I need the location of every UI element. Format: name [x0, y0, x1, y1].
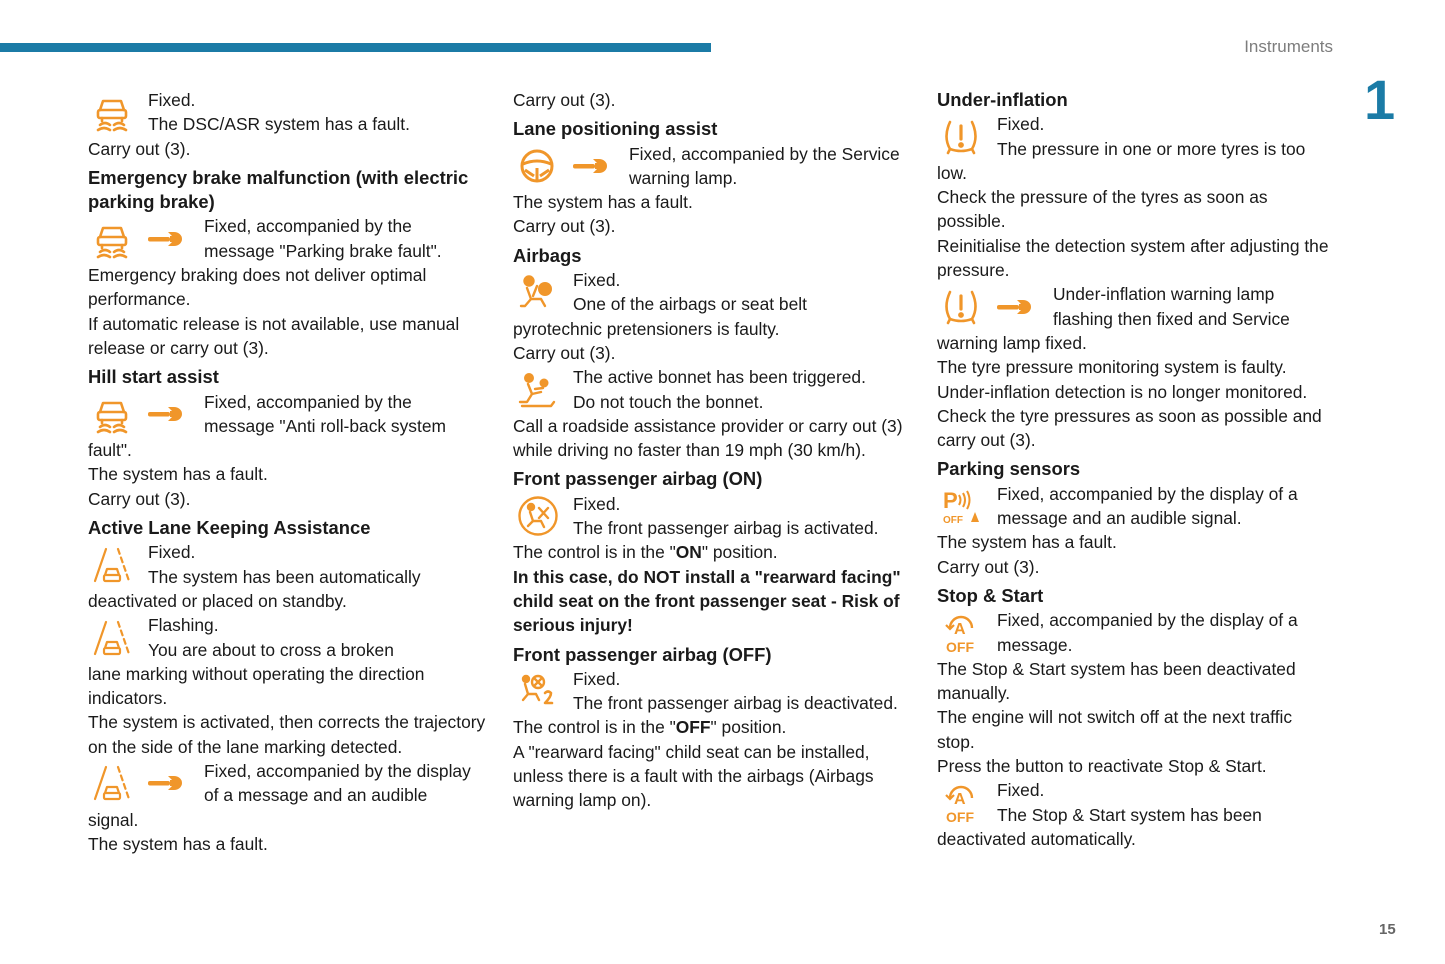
under-inflation-heading: Under-inflation: [937, 89, 1068, 110]
hill-heading: Hill start assist: [88, 366, 219, 388]
stop-start-icon-letter: A: [954, 790, 966, 808]
airbag-icon: [517, 272, 557, 312]
park-line-1: Fixed, accompanied by the display of a: [997, 483, 1298, 504]
ss-a-line-2: message.: [997, 634, 1073, 655]
lpa-after-2: Carry out (3).: [513, 216, 616, 237]
hill-line-1: Fixed, accompanied by the: [204, 391, 412, 412]
passenger-airbag-off-icon: [517, 671, 557, 711]
airbags-b-after: Call a roadside assistance provider or carry out (3) while driving no faster than 19 mph (30 km/h).: [513, 415, 903, 461]
fpa-off-control: [513, 715, 918, 739]
parking-icon-off: OFF: [943, 515, 963, 527]
ss-a-after-2: The engine will not switch off at the next traffic stop.: [937, 707, 1293, 752]
lka-a-line-1: Fixed.: [148, 542, 196, 563]
airbags-a-after-1: pyrotechnic pretensioners is faulty.: [513, 318, 780, 339]
under-b-after-2: The tyre pressure monitoring system is faulty.: [937, 357, 1287, 378]
carry-out-top: Carry out (3).: [513, 90, 616, 110]
ebrake-wrench-icon: [146, 229, 182, 249]
dsc-car-skid-icon: [92, 92, 132, 132]
lpa-after-1: The system has a fault.: [513, 192, 693, 213]
fpa-off-line-1: Fixed.: [573, 668, 621, 689]
airbags-fault-row: [513, 268, 918, 317]
chapter-number: 1: [1364, 68, 1396, 131]
lpa-line-2: warning lamp.: [629, 167, 738, 188]
lka-wrench-icon: [146, 773, 182, 793]
lane-keeping-icon: [92, 545, 132, 585]
lpa-heading: Lane positioning assist: [513, 118, 718, 140]
airbags-a-line-2: One of the airbags or seat belt: [573, 294, 807, 315]
ebrake-row: [88, 214, 488, 263]
bonnet-row: [513, 365, 918, 414]
ss-b-after: deactivated automatically.: [937, 828, 1136, 849]
column-right: [937, 88, 1332, 851]
dsc-after: Carry out (3).: [88, 138, 191, 159]
active-bonnet-icon: [517, 370, 557, 410]
ebrake-car-skid-icon: [92, 219, 132, 259]
under-a-line-1: Fixed.: [997, 114, 1045, 135]
lka-fixed-row: [88, 540, 488, 589]
fpa-on-control: [513, 540, 918, 564]
stop-start-icon-off: OFF: [946, 638, 974, 654]
park-after-1: The system has a fault.: [937, 532, 1117, 553]
fpa-off-control-post: " position.: [710, 717, 787, 738]
hill-after-1: fault".: [88, 440, 132, 461]
airbags-a-after-2: Carry out (3).: [513, 342, 616, 363]
lka-b-line-2: You are about to cross a broken: [148, 639, 394, 660]
under-wrench-icon: [995, 297, 1031, 317]
hill-wrench-icon: [146, 404, 182, 424]
fpa-off-control-word: OFF: [675, 717, 711, 738]
ss-a-line-1: Fixed, accompanied by the display of a: [997, 610, 1298, 631]
airbags-a-line-1: Fixed.: [573, 270, 621, 291]
under-inflation-fixed-row: [937, 112, 1332, 161]
lane-keeping-icon: [92, 618, 132, 658]
stop-start-off-icon: [941, 612, 981, 654]
hill-after-2: The system has a fault.: [88, 464, 268, 485]
lka-heading: Active Lane Keeping Assistance: [88, 517, 371, 539]
stop-start-icon-off: OFF: [946, 808, 974, 824]
lane-keeping-icon: [92, 763, 132, 803]
lka-c-after-1: signal.: [88, 809, 139, 830]
lka-b-line-1: Flashing.: [148, 615, 219, 636]
ebrake-line-2: message "Parking brake fault".: [204, 240, 442, 261]
under-b-after-3: Under-inflation detection is no longer monitored.: [937, 381, 1308, 402]
under-b-after-1: warning lamp fixed.: [937, 332, 1087, 353]
lka-fault-row: [88, 759, 488, 808]
stop-start-icon-letter: A: [954, 620, 966, 638]
fpa-on-warning-text: In this case, do NOT install a "rearward facing" child seat on the front passenger seat - Risk of serious injury!: [513, 566, 901, 636]
ss-b-line-2: The Stop & Start system has been: [997, 804, 1262, 825]
under-a-after-3: Reinitialise the detection system after adjusting the pressure.: [937, 235, 1329, 281]
fpa-off-heading: Front passenger airbag (OFF): [513, 643, 772, 665]
ebrake-line-1: Fixed, accompanied by the: [204, 216, 412, 237]
park-line-2: message and an audible signal.: [997, 508, 1242, 529]
parking-sensors-heading: Parking sensors: [937, 458, 1081, 480]
airbags-b-line-2: Do not touch the bonnet.: [573, 391, 764, 412]
ebrake-after-1: Emergency braking does not deliver optimal performance.: [88, 265, 427, 310]
parking-sensors-off-icon: [941, 486, 983, 526]
fpa-on-warning: [513, 565, 918, 638]
parking-icon-letter: P: [943, 488, 958, 514]
lka-c-line-1: Fixed, accompanied by the display: [204, 761, 471, 782]
stop-start-off-icon: [941, 782, 981, 824]
column-left: [88, 88, 488, 856]
lpa-row: [513, 142, 918, 191]
ss-b-line-1: Fixed.: [997, 780, 1045, 801]
ebrake-after-2: If automatic release is not available, use manual release or carry out (3).: [88, 313, 460, 358]
hill-car-skid-icon: [92, 394, 132, 434]
lka-b-after-1: lane marking without operating the direction indicators.: [88, 663, 425, 709]
header-accent-bar: [0, 43, 711, 52]
fpa-off-row: [513, 667, 918, 716]
lka-a-after: deactivated or placed on standby.: [88, 590, 347, 611]
fpa-off-control-pre: The control is in the ": [513, 717, 676, 738]
airbags-heading: Airbags: [513, 244, 582, 266]
stop-start-heading: Stop & Start: [937, 584, 1044, 606]
under-b-after-4: Check the tyre pressures as soon as possible and carry out (3).: [937, 405, 1322, 451]
under-a-after-2: Check the pressure of the tyres as soon as possible.: [937, 187, 1268, 232]
park-after-2: Carry out (3).: [937, 556, 1040, 577]
parking-sensors-row: [937, 482, 1332, 531]
page-number: 15: [1379, 921, 1396, 938]
tyre-pressure-icon: [941, 117, 981, 157]
lka-a-line-2: The system has been automatically: [148, 566, 421, 587]
dsc-line-1: Fixed.: [148, 90, 196, 110]
under-a-line-2: The pressure in one or more tyres is too: [997, 138, 1306, 159]
lka-c-line-2: of a message and an audible: [204, 785, 428, 806]
ss-a-after-1: The Stop & Start system has been deactivated manually.: [937, 658, 1296, 704]
hill-after-3: Carry out (3).: [88, 488, 191, 509]
fpa-off-line-2: The front passenger airbag is deactivated.: [573, 693, 898, 714]
fpa-on-heading: Front passenger airbag (ON): [513, 468, 763, 490]
lpa-line-1: Fixed, accompanied by the Service: [629, 143, 900, 164]
hill-line-2: message "Anti roll-back system: [204, 415, 446, 436]
passenger-airbag-on-icon: [517, 495, 559, 537]
lka-c-after-2: The system has a fault.: [88, 833, 268, 854]
fpa-on-control-pre: The control is in the ": [513, 542, 676, 563]
under-b-line-2: flashing then fixed and Service: [1053, 308, 1290, 329]
stop-start-manual-row: [937, 608, 1332, 657]
dsc-fault-row: [88, 88, 488, 137]
hill-row: [88, 390, 488, 439]
section-title: Instruments: [1244, 37, 1333, 56]
lka-flashing-row: [88, 613, 488, 662]
steering-wheel-icon: [517, 146, 557, 186]
under-inflation-service-row: [937, 282, 1332, 331]
column-middle: [513, 88, 918, 813]
fpa-on-control-post: " position.: [701, 542, 778, 563]
fpa-on-line-2: The front passenger airbag is activated.: [573, 518, 879, 539]
tyre-pressure-icon: [941, 287, 981, 327]
under-a-after-1: low.: [937, 162, 967, 183]
fpa-on-row: [513, 492, 918, 541]
stop-start-auto-row: [937, 778, 1332, 827]
airbags-b-line-1: The active bonnet has been triggered.: [573, 367, 866, 388]
fpa-on-control-word: ON: [675, 542, 702, 563]
lka-b-after-2: The system is activated, then corrects the trajectory on the side of the lane marking detected.: [88, 712, 486, 757]
ebrake-heading: Emergency brake malfunction (with electric parking brake): [88, 166, 469, 213]
under-b-line-1: Under-inflation warning lamp: [1053, 284, 1275, 305]
ss-a-after-3: Press the button to reactivate Stop & Start.: [937, 756, 1267, 777]
lpa-wrench-icon: [571, 156, 607, 176]
fpa-on-line-1: Fixed.: [573, 493, 621, 514]
fpa-off-after: A "rearward facing" child seat can be installed, unless there is a fault with the airbags (Airbags warning lamp on).: [513, 741, 874, 811]
dsc-line-2: The DSC/ASR system has a fault.: [148, 114, 410, 135]
